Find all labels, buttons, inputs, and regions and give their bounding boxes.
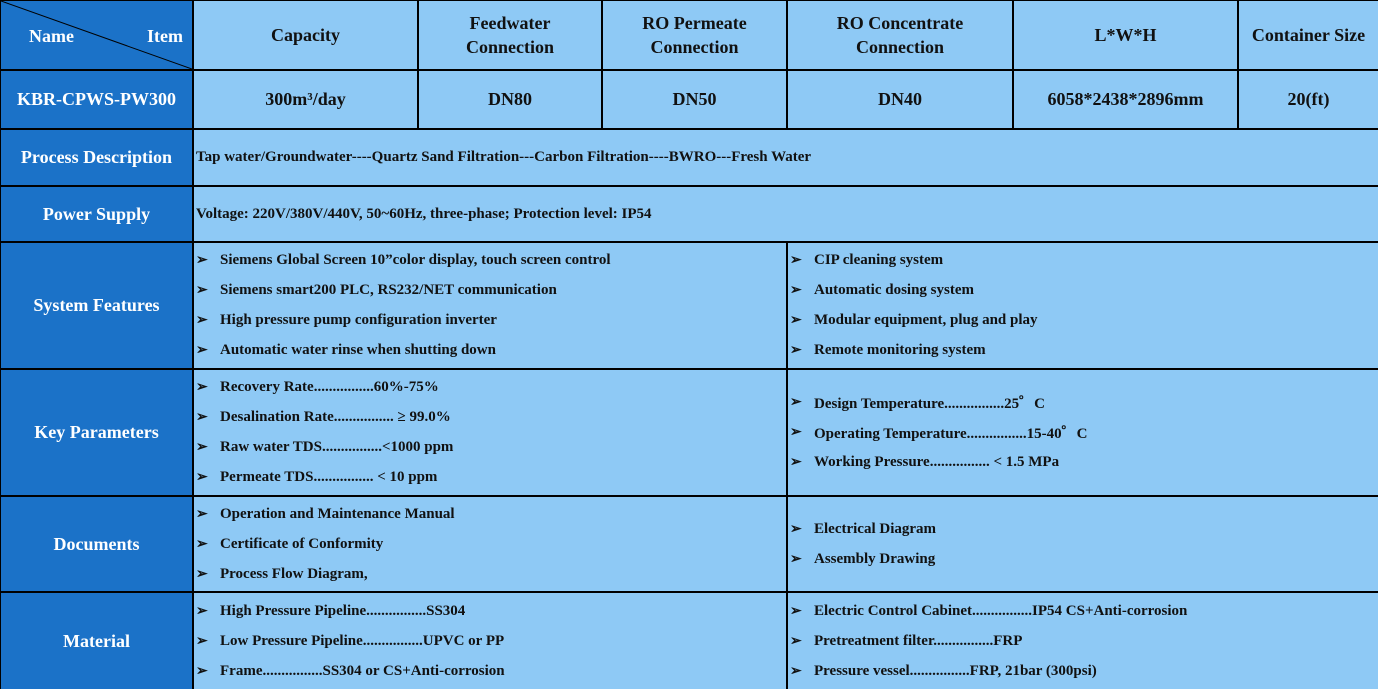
- list-item: ➢ Operating Temperature................15-40゜C: [790, 425, 1088, 442]
- list-item: ➢ Siemens smart200 PLC, RS232/NET communication: [196, 282, 557, 298]
- arrow-bullet-icon: ➢: [790, 633, 802, 649]
- arrow-bullet-icon: ➢: [196, 283, 208, 298]
- arrow-bullet-icon: ➢: [790, 395, 802, 410]
- dimensions-value: 6058*2438*2896mm: [1014, 71, 1237, 128]
- list-item: ➢ Working Pressure................ < 1.5 MPa: [790, 454, 1060, 470]
- material-right-list: [788, 593, 1378, 689]
- arrow-bullet-icon: ➢: [196, 440, 208, 455]
- parameters-left-list: [194, 370, 786, 495]
- features-right-list: [788, 243, 1378, 368]
- col-header-permeate: RO Permeate Connection: [603, 1, 786, 69]
- model-name: KBR-CPWS-PW300: [1, 71, 192, 128]
- list-item: ➢ CIP cleaning system: [790, 252, 944, 268]
- material-label: Material: [1, 593, 192, 689]
- arrow-bullet-icon: ➢: [196, 633, 208, 649]
- arrow-bullet-icon: ➢: [790, 663, 802, 679]
- arrow-bullet-icon: ➢: [790, 551, 802, 567]
- name-label: Name: [29, 26, 74, 46]
- concentrate-value: DN40: [788, 71, 1012, 128]
- col-header-container: Container Size: [1239, 1, 1378, 69]
- list-item: ➢ Electric Control Cabinet................IP54 CS+Anti-corrosion: [790, 602, 1188, 619]
- process-label: Process Description: [1, 130, 192, 185]
- documents-right-list: [788, 497, 1378, 591]
- list-item: ➢ Remote monitoring system: [790, 342, 986, 358]
- arrow-bullet-icon: ➢: [790, 425, 802, 440]
- feedwater-value: DN80: [419, 71, 601, 128]
- arrow-bullet-icon: ➢: [790, 455, 802, 470]
- parameters-label: Key Parameters: [1, 370, 192, 495]
- process-text: Tap water/Groundwater----Quartz Sand Filtration---Carbon Filtration----BWRO---Fresh Water: [194, 130, 1378, 185]
- arrow-bullet-icon: ➢: [196, 566, 208, 582]
- power-text: Voltage: 220V/380V/440V, 50~60Hz, three-phase; Protection level: IP54: [194, 187, 1378, 241]
- arrow-bullet-icon: ➢: [790, 283, 802, 298]
- arrow-bullet-icon: ➢: [790, 313, 802, 328]
- list-item: ➢ Siemens Global Screen 10”color display, touch screen control: [196, 252, 611, 268]
- arrow-bullet-icon: ➢: [196, 536, 208, 552]
- arrow-bullet-icon: ➢: [790, 343, 802, 358]
- list-item: ➢ Pretreatment filter................FRP: [790, 632, 1023, 649]
- capacity-value: 300m³/day: [194, 71, 417, 128]
- list-item: ➢ Electrical Diagram: [790, 520, 937, 537]
- permeate-value: DN50: [603, 71, 786, 128]
- list-item: ➢ Desalination Rate................ ≥ 99.0%: [196, 409, 451, 425]
- arrow-bullet-icon: ➢: [196, 410, 208, 425]
- list-item: ➢ High pressure pump configuration inverter: [196, 312, 497, 328]
- list-item: ➢ Assembly Drawing: [790, 550, 936, 567]
- list-item: ➢ Raw water TDS................<1000 ppm: [196, 439, 454, 455]
- arrow-bullet-icon: ➢: [196, 343, 208, 358]
- list-item: ➢ Operation and Maintenance Manual: [196, 505, 455, 522]
- arrow-bullet-icon: ➢: [196, 380, 208, 395]
- list-item: ➢ Pressure vessel................FRP, 21bar (300psi): [790, 662, 1097, 679]
- arrow-bullet-icon: ➢: [790, 253, 802, 268]
- list-item: ➢ Automatic dosing system: [790, 282, 974, 298]
- list-item: ➢ Frame................SS304 or CS+Anti-corrosion: [196, 662, 505, 679]
- arrow-bullet-icon: ➢: [790, 603, 802, 619]
- name-item-corner: [1, 1, 192, 69]
- features-label: System Features: [1, 243, 192, 368]
- arrow-bullet-icon: ➢: [196, 313, 208, 328]
- arrow-bullet-icon: ➢: [196, 663, 208, 679]
- list-item: ➢ Design Temperature................25゜C: [790, 395, 1045, 412]
- list-item: ➢ Process Flow Diagram,: [196, 565, 368, 582]
- col-header-concentrate: RO Concentrate Connection: [788, 1, 1012, 69]
- list-item: ➢ Certificate of Conformity: [196, 535, 384, 552]
- arrow-bullet-icon: ➢: [196, 253, 208, 268]
- col-header-capacity: Capacity: [194, 1, 417, 69]
- documents-left-list: [194, 497, 786, 591]
- list-item: ➢ Recovery Rate................60%-75%: [196, 379, 439, 395]
- list-item: ➢ High Pressure Pipeline................SS304: [196, 602, 466, 619]
- arrow-bullet-icon: ➢: [196, 470, 208, 485]
- list-item: ➢ Low Pressure Pipeline................UPVC or PP: [196, 632, 505, 649]
- arrow-bullet-icon: ➢: [196, 506, 208, 522]
- power-label: Power Supply: [1, 187, 192, 241]
- parameters-right-list: [788, 370, 1378, 495]
- list-item: ➢ Modular equipment, plug and play: [790, 312, 1038, 328]
- arrow-bullet-icon: ➢: [196, 603, 208, 619]
- list-item: ➢ Automatic water rinse when shutting down: [196, 342, 496, 358]
- features-left-list: [194, 243, 786, 368]
- material-left-list: [194, 593, 786, 689]
- item-label: Item: [147, 26, 183, 46]
- arrow-bullet-icon: ➢: [790, 521, 802, 537]
- list-item: ➢ Permeate TDS................ < 10 ppm: [196, 469, 438, 485]
- documents-label: Documents: [1, 497, 192, 591]
- col-header-feedwater: Feedwater Connection: [419, 1, 601, 69]
- container-value: 20(ft): [1239, 71, 1378, 128]
- col-header-dimensions: L*W*H: [1014, 1, 1237, 69]
